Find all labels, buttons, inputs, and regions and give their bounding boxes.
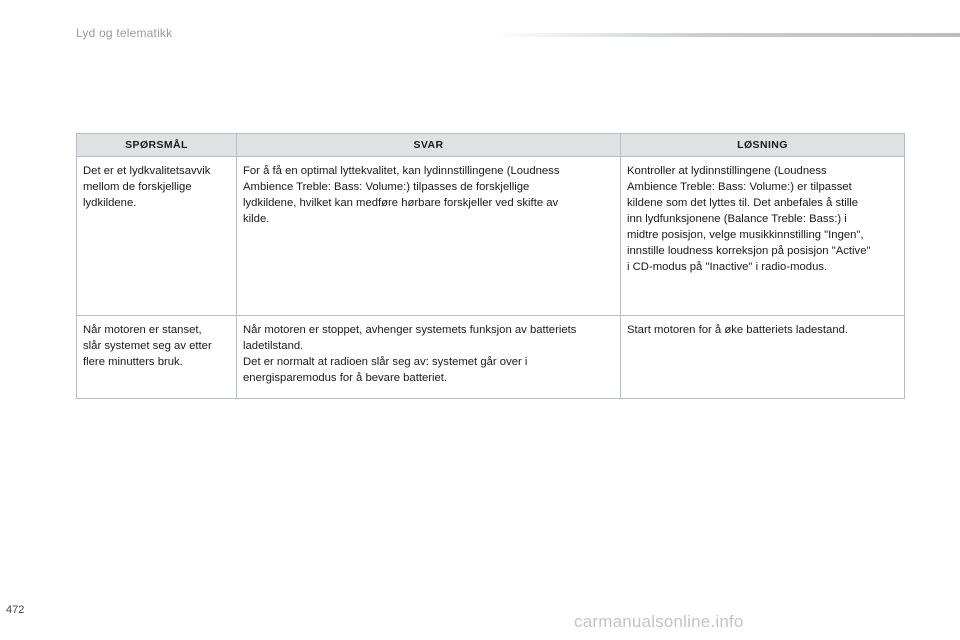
- section-title: Lyd og telematikk: [76, 26, 173, 40]
- faq-table: [76, 133, 905, 399]
- answer-cell: Når motoren er stoppet, avhenger systemets funksjon av batteriets ladetilstand. Det er normalt at radioen slår seg av: systemet går over i energisparemodus for å bevare batteriet.: [237, 316, 621, 399]
- question-cell: Når motoren er stanset, slår systemet seg av etter flere minutters bruk.: [77, 316, 237, 399]
- table-row: [77, 157, 905, 316]
- table-row: [77, 316, 905, 399]
- column-header-question: SPØRSMÅL: [77, 134, 237, 157]
- watermark: carmanualsonline.info: [574, 612, 744, 631]
- header-divider: [490, 33, 960, 37]
- solution-cell: Start motoren for å øke batteriets ladestand.: [621, 316, 905, 399]
- answer-cell: For å få en optimal lyttekvalitet, kan lydinnstillingene (Loudness Ambience Treble: Bass: Volume:) tilpasses de forskjellige lydkildene, hvilket kan medføre hørbare forskjeller ved skifte av kilde.: [237, 157, 621, 316]
- table-header-row: [77, 134, 905, 157]
- column-header-answer: SVAR: [237, 134, 621, 157]
- question-cell: Det er et lydkvalitetsavvik mellom de forskjellige lydkildene.: [77, 157, 237, 316]
- solution-cell: Kontroller at lydinnstillingene (Loudness Ambience Treble: Bass: Volume:) er tilpasset kildene som det lyttes til. Det anbefales å stille inn lydfunksjonene (Balance Treble: Bass:) i midtre posisjon, velge musikkinnstilling "Ingen", innstille loudness korreksjon på posisjon "Active" i CD-modus på "Inactive" i radio-modus.: [621, 157, 905, 316]
- column-header-solution: LØSNING: [621, 134, 905, 157]
- page-number: 472: [6, 604, 25, 616]
